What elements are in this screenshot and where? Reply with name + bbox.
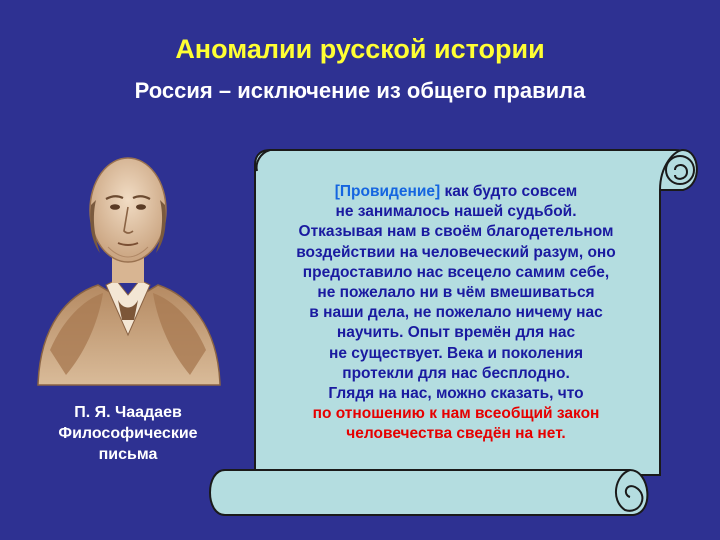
portrait-caption bbox=[28, 402, 228, 465]
slide-title: Аномалии русской истории bbox=[175, 34, 545, 64]
quote-line: не существует. Века и поколения bbox=[328, 344, 584, 362]
quote-red-line: человечества сведён на нет. bbox=[346, 425, 566, 443]
quote-line: Глядя на нас, можно сказать, что bbox=[328, 385, 584, 403]
quote-line: воздействии на человеческий разум, оно bbox=[296, 243, 616, 261]
caption-work-line2: письма bbox=[98, 446, 158, 463]
caption-work-line1: Философические bbox=[58, 425, 198, 442]
quote-red-line: по отношению к нам всеобщий закон bbox=[312, 405, 600, 423]
quote-first-line-rest: как будто совсем bbox=[440, 183, 578, 200]
quote-line: научить. Опыт времён для нас bbox=[336, 324, 576, 342]
slide-subtitle: Россия – исключение из общего правила bbox=[134, 78, 586, 103]
caption-author: П. Я. Чаадаев bbox=[74, 404, 182, 421]
quote-line: не занималось нашей судьбой. bbox=[335, 203, 577, 221]
quote-line: Отказывая нам в своём благодетельном bbox=[298, 223, 614, 241]
quote-line: не пожелало ни в чём вмешиваться bbox=[317, 284, 595, 302]
quote-bracket-word: [Провидение] bbox=[334, 183, 441, 200]
quote-line-1 bbox=[264, 182, 648, 202]
quote-line: протекли для нас бесплодно. bbox=[342, 364, 570, 382]
chaadaev-quote bbox=[264, 182, 648, 445]
quote-line: предоставило нас всецело самим себе, bbox=[302, 263, 610, 281]
quote-line: в наши дела, не пожелало ничему нас bbox=[309, 304, 603, 322]
chaadaev-portrait bbox=[28, 135, 228, 390]
